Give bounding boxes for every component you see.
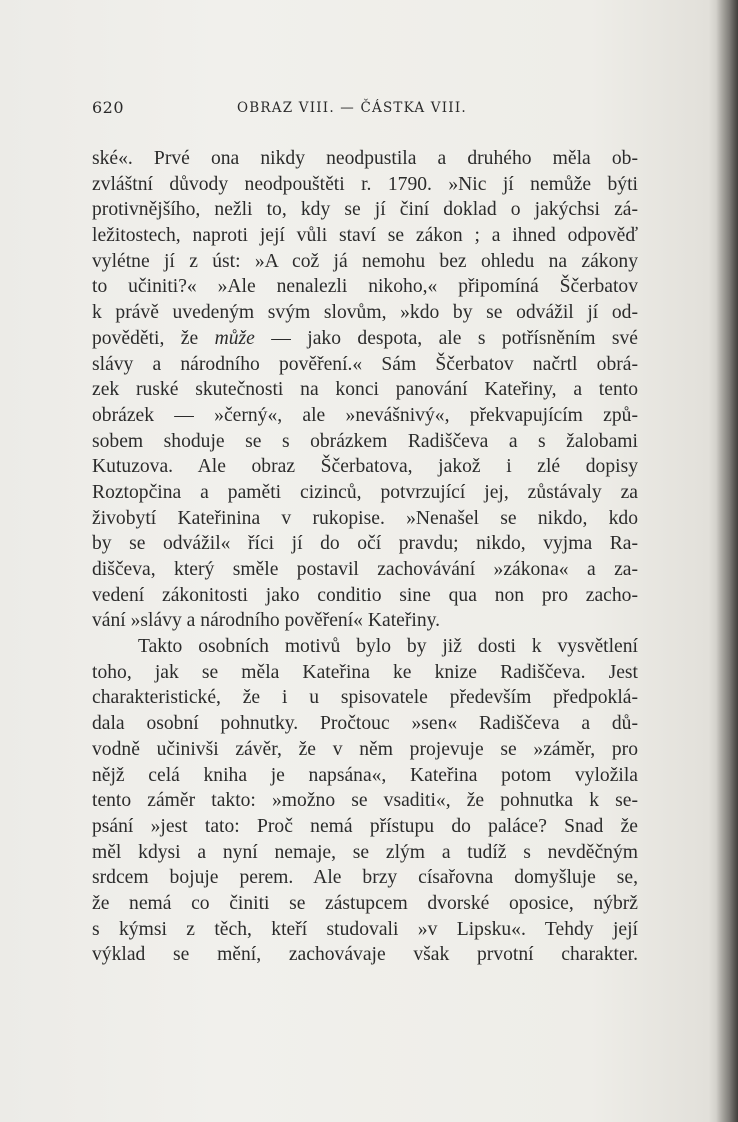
text-line: Kutuzova. Ale obraz Ščerbatova, jakož i zlé dopisy bbox=[92, 456, 638, 478]
text-line: výklad se mění, zachovávaje však prvotní charakter. bbox=[92, 944, 638, 966]
text-line: toho, jak se měla Kateřina ke knize Radiščeva. Jest bbox=[92, 661, 638, 683]
text-line: vylétne jí z úst: »A což já nemohu bez ohledu na zákony bbox=[92, 250, 638, 272]
body-text bbox=[92, 146, 638, 968]
text-line: Roztopčina a paměti cizinců, potvrzující jej, zůstávaly za bbox=[92, 481, 638, 503]
text-line: ské«. Prvé ona nikdy neodpustila a druhého měla ob- bbox=[92, 148, 638, 169]
text-line: charakteristické, že i u spisovatele především předpoklá- bbox=[92, 687, 638, 709]
text-line: slávy a národního pověření.« Sám Ščerbatov načrtl obrá- bbox=[92, 353, 638, 375]
page-header bbox=[92, 98, 637, 122]
text-line: psání »jest tato: Proč nemá přístupu do paláce? Snad že bbox=[92, 815, 638, 837]
text-line: obrázek — »černý«, ale »nevášnivý«, překvapujícím způ- bbox=[92, 404, 638, 426]
text-line: diščeva, který směle postavil zachovávání »zákona« a za- bbox=[92, 559, 638, 580]
text-line: zek ruské skutečnosti na konci panování Kateřiny, a tento bbox=[92, 379, 638, 401]
running-head: OBRAZ VIII. — ČÁSTKA VIII. bbox=[237, 100, 467, 116]
text-line: tento záměr takto: »možno se vsaditi«, že pohnutka k se- bbox=[92, 790, 638, 812]
text-line: srdcem bojuje perem. Ale brzy císařovna domyšluje se, bbox=[92, 867, 638, 889]
text-line: s kýmsi z těch, kteří studovali »v Lipsku«. Tehdy její bbox=[92, 918, 638, 940]
text-segment: pověděti, že bbox=[92, 327, 215, 349]
text-line: protivnějšího, nežli to, kdy se jí činí doklad o jakýchsi zá- bbox=[92, 199, 638, 221]
text-line: k právě uvedeným svým slovům, »kdo by se odvážil jí od- bbox=[92, 302, 638, 324]
text-line: Takto osobních motivů bylo by již dosti k vysvětlení bbox=[138, 636, 638, 658]
text-line: dala osobní pohnutky. Pročtouc »sen« Radiščeva a dů- bbox=[92, 713, 638, 735]
text-line: vání »slávy a národního pověření« Kateřiny. bbox=[92, 610, 441, 632]
page-number: 620 bbox=[92, 98, 125, 117]
text-line: měl kdysi a nyní nemaje, se zlým a tudíž s nevděčným bbox=[92, 841, 638, 863]
text-line: nějž celá kniha je napsána«, Kateřina potom vyložila bbox=[92, 764, 638, 786]
spine-shadow bbox=[716, 0, 738, 1122]
text-line: zvláštní důvody neodpouštěti r. 1790. »Nic jí nemůže býti bbox=[92, 173, 638, 195]
text-line: sobem shoduje se s obrázkem Radiščeva a s žalobami bbox=[92, 430, 638, 452]
text-line: ležitostech, naproti její vůli staví se zákon ; a ihned odpověď bbox=[92, 225, 638, 247]
text-segment: — jako despota, ale s potřísněním své bbox=[254, 327, 638, 349]
text-line bbox=[92, 326, 638, 352]
italic-word: může bbox=[214, 327, 255, 349]
text-line: vedení zákonitosti jako conditio sine qua non pro zacho- bbox=[92, 584, 638, 606]
text-line: živobytí Kateřinina v rukopise. »Nenašel se nikdo, kdo bbox=[92, 507, 638, 529]
text-line: vodně učinivši závěr, že v něm projevuje se »záměr, pro bbox=[92, 738, 638, 760]
text-line: že nemá co činiti se zástupcem dvorské oposice, nýbrž bbox=[92, 892, 638, 914]
text-line: by se odvážil« říci jí do očí pravdu; nikdo, vyjma Ra- bbox=[92, 533, 638, 555]
text-line: to učiniti?« »Ale nenalezli nikoho,« připomíná Ščerbatov bbox=[92, 276, 638, 298]
